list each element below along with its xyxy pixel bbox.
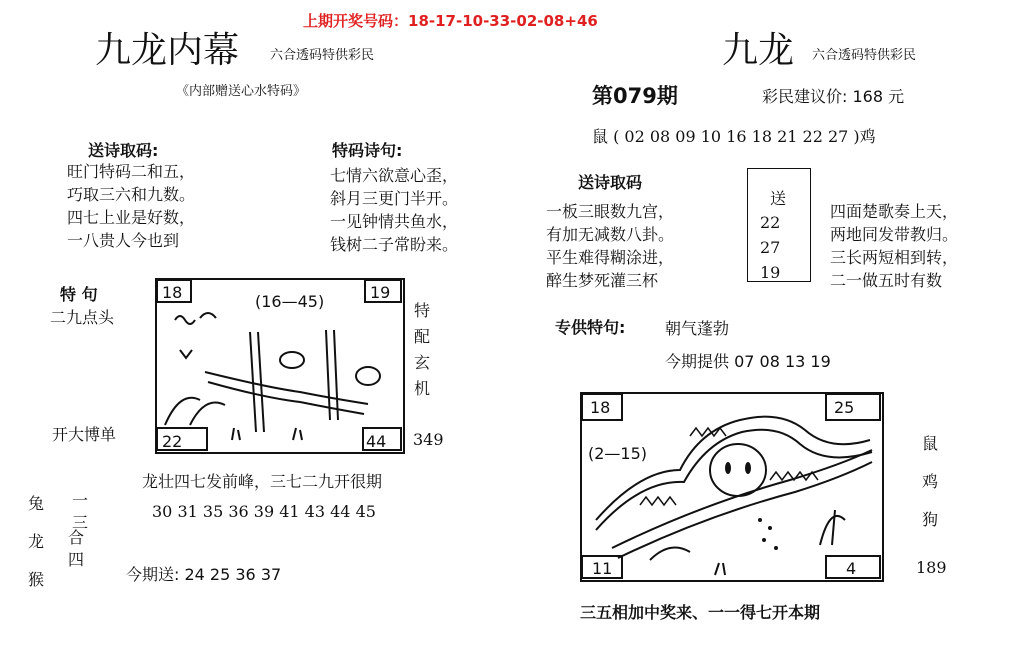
left-poem-header: 送诗取码: — [88, 141, 159, 160]
left-num349: 349 — [413, 430, 444, 449]
verse-line: 一见钟情共鱼水， — [330, 212, 459, 231]
send-num: 27 — [760, 238, 781, 257]
vertical-char: 玄 — [414, 353, 431, 372]
left-corner-tr: 19 — [370, 283, 391, 302]
animal-char: 龙 — [28, 532, 45, 551]
poem-line: 一板三眼数九宫， — [546, 202, 675, 221]
left-subtitle: 六合透码特供彩民 — [270, 48, 375, 63]
right-today-provide: 今期提供 07 08 13 19 — [665, 352, 831, 371]
vertical-char: 特 — [414, 301, 431, 320]
left-today-send: 今期送: 24 25 36 37 — [126, 565, 282, 584]
he-char: 合 — [68, 528, 85, 547]
verse-line: 四面楚歌奏上天， — [830, 202, 959, 221]
side-animal: 鸡 — [922, 472, 939, 491]
verse-line: 二一做五时有数 — [830, 271, 943, 290]
right-title: 九龙 — [722, 30, 795, 71]
verse-line: 两地同发带教归。 — [830, 225, 959, 244]
right-poem-header: 送诗取码 — [578, 173, 643, 192]
right-num189: 189 — [916, 558, 947, 577]
left-phrase: 龙壮四七发前峰，三七二九开很期 — [142, 472, 383, 491]
poem-line: 有加无减数八卦。 — [546, 225, 675, 244]
vertical-char: 机 — [414, 379, 431, 398]
left-corner-tl: 18 — [162, 283, 183, 302]
left-title: 九龙内幕 — [95, 30, 240, 71]
left-quote: 《内部赠送心水特码》 — [176, 84, 307, 99]
right-rat-line: 鼠 ( 02 08 09 10 16 18 21 22 27 )鸡 — [592, 127, 876, 146]
verse-line: 斜月三更门半开。 — [330, 189, 459, 208]
right-side-animals — [922, 425, 938, 539]
right-price: 彩民建议价: 168 元 — [762, 87, 905, 106]
top-banner: 上期开奖号码：18-17-10-33-02-08+46 — [303, 12, 598, 30]
he-char: 四 — [68, 550, 85, 569]
send-num: 22 — [760, 213, 781, 232]
verse-line: 七情六欲意心歪， — [330, 166, 459, 185]
side-animal: 鼠 — [922, 434, 939, 453]
right-bottom-phrase: 三五相加中奖来、一一得七开本期 — [580, 603, 821, 622]
right-corner-bl: 11 — [592, 559, 613, 578]
left-verse-header: 特码诗句: — [332, 141, 403, 160]
poem-line: 醉生梦死灌三杯 — [546, 271, 659, 290]
verse-line: 钱树二子常盼来。 — [330, 235, 459, 254]
left-kaida: 开大博单 — [52, 425, 117, 444]
left-corner-bl: 22 — [162, 432, 183, 451]
poem-line: 巧取三六和九数。 — [67, 185, 196, 204]
right-issue: 第079期 — [592, 84, 678, 108]
right-special-value: 朝气蓬勃 — [665, 319, 730, 338]
verse-line: 三长两短相到转， — [830, 248, 959, 267]
poem-line: 一八贵人今也到 — [67, 231, 180, 250]
animal-char: 兔 — [28, 494, 45, 513]
poem-line: 平生难得糊涂进， — [546, 248, 675, 267]
left-special-sub: 二九点头 — [50, 308, 115, 327]
vertical-char: 配 — [414, 327, 431, 346]
left-special-label: 特 句 — [60, 285, 98, 304]
left-sketch-text: (16—45) — [255, 292, 325, 311]
he-char: 三 — [72, 513, 89, 532]
send-num: 19 — [760, 263, 781, 282]
poem-line: 旺门特码二和五， — [67, 162, 196, 181]
right-corner-tl: 18 — [590, 398, 611, 417]
right-corner-tr: 25 — [834, 398, 855, 417]
side-animal: 狗 — [922, 510, 939, 529]
right-send-header: 送 — [770, 189, 787, 208]
right-subtitle: 六合透码特供彩民 — [812, 48, 917, 63]
poem-line: 四七上业是好数， — [67, 208, 196, 227]
he-char: 一 — [72, 491, 89, 510]
left-numbers: 30 31 35 36 39 41 43 44 45 — [152, 502, 376, 521]
right-corner-br: 4 — [846, 559, 857, 578]
animal-char: 猴 — [28, 570, 45, 589]
right-sketch-text: (2—15) — [588, 444, 648, 463]
left-corner-br: 44 — [366, 432, 387, 451]
right-special-label: 专供特句: — [555, 318, 626, 337]
